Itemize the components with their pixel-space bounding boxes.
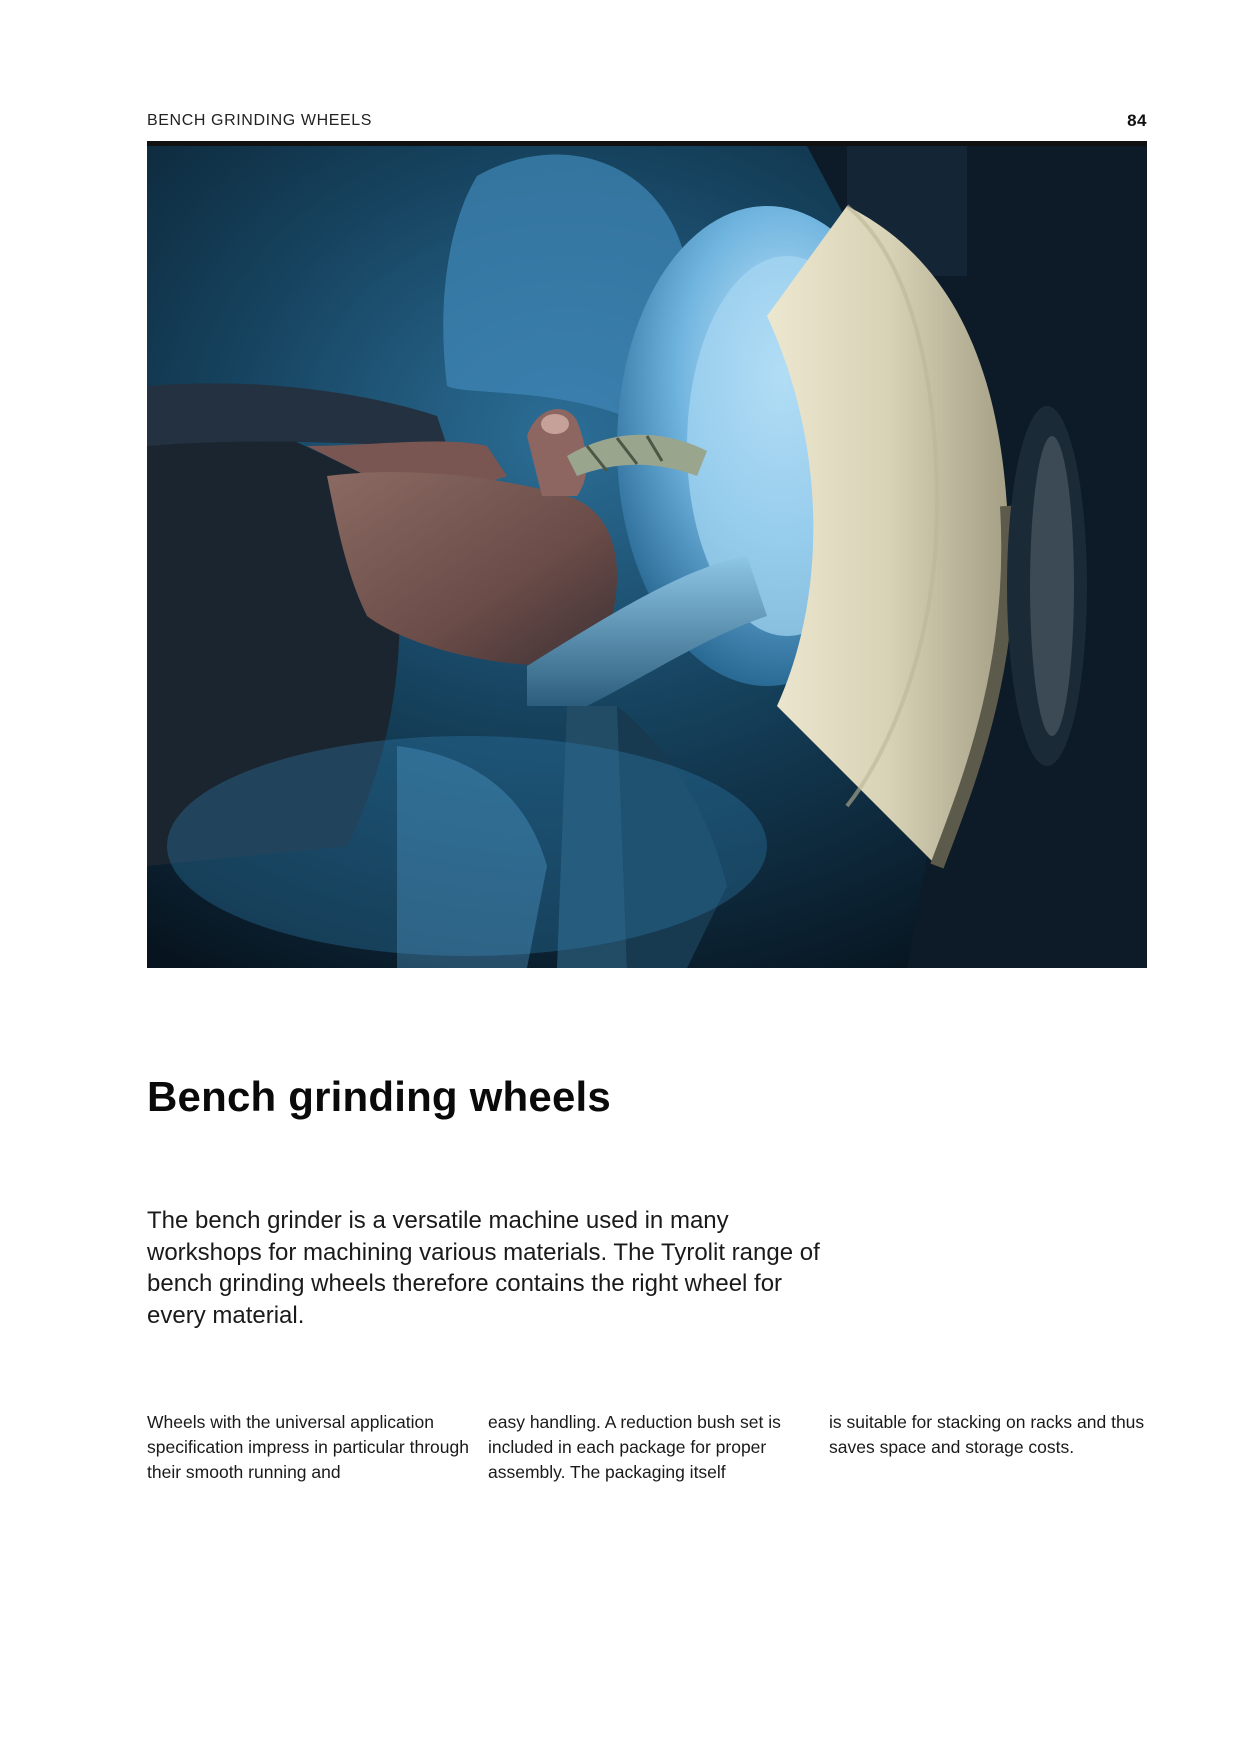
body-column-2: easy handling. A reduction bush set is included in each package for proper assembly. The packaging itself: [488, 1412, 781, 1482]
page-title: Bench grinding wheels: [147, 1073, 611, 1120]
bench-grinder-illustration: [147, 146, 1147, 968]
body-column-1: Wheels with the universal application specification impress in particular through their smooth running and: [147, 1412, 469, 1482]
body-column-3: is suitable for stacking on racks and thus saves space and storage costs.: [829, 1412, 1145, 1457]
bench-grinder-photo: [147, 146, 1147, 968]
page-number: 84: [1127, 111, 1147, 130]
section-title: BENCH GRINDING WHEELS: [147, 112, 373, 129]
intro-paragraph: The bench grinder is a versatile machine used in many workshops for machining various materials. The Tyrolit range of bench grinding wheels therefore contains the right wheel for every material.: [147, 1207, 820, 1329]
running-header: [147, 112, 1147, 132]
